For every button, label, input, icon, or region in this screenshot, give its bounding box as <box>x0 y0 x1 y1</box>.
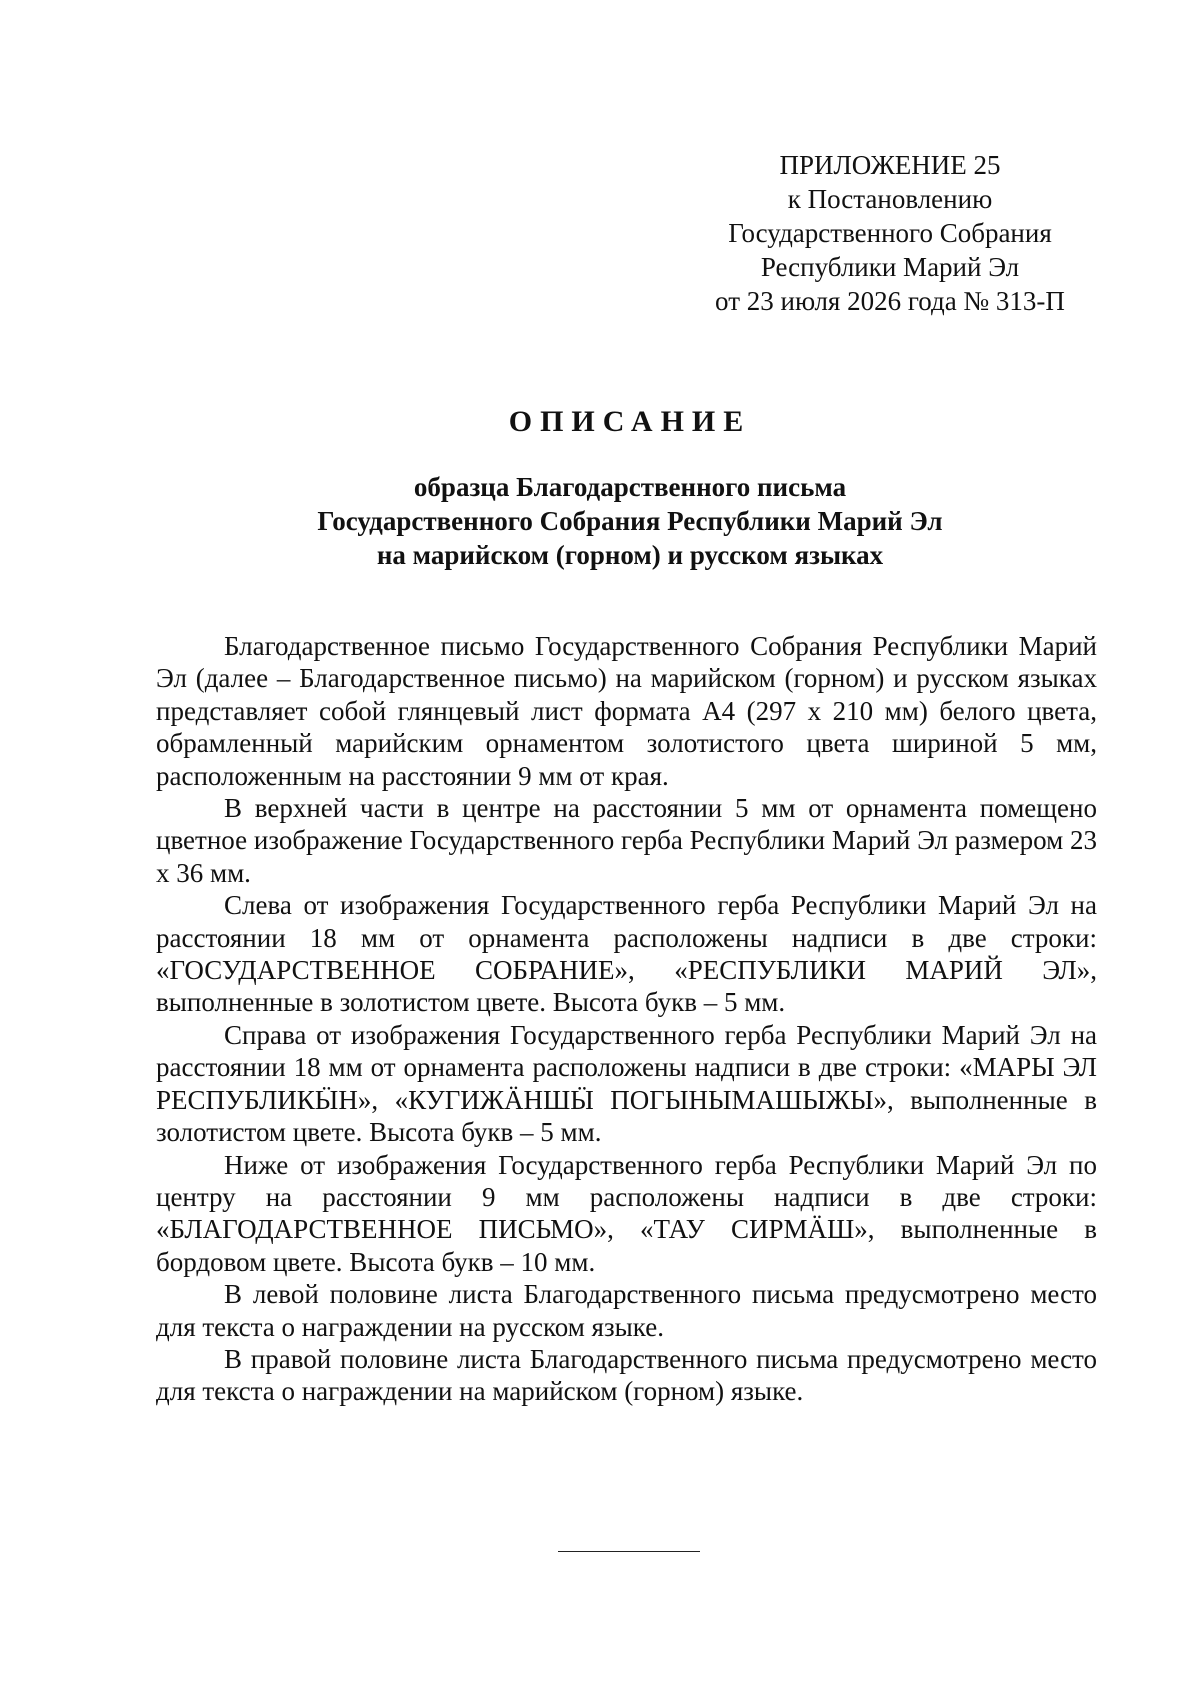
body-paragraph: Справа от изображения Государственного герба Республики Марий Эл на расстоянии 18 мм от орнамента расположены надписи в две строки: «МАРЫ ЭЛ РЕСПУБЛИКӸН», «КУГИЖӒНШӸ ПОГЫНЫМАШЫЖЫ», выполненные в золотистом цвете. Высота букв – 5 мм. <box>156 1019 1097 1148</box>
body-paragraph: Ниже от изображения Государственного герба Республики Марий Эл по центру на расстоянии 9 мм расположены надписи в две строки: «БЛАГОДАРСТВЕННОЕ ПИСЬМО», «ТАУ СИРМӒШ», выполненные в бордовом цвете. Высота букв – 10 мм. <box>156 1149 1097 1277</box>
body-paragraph: В правой половине листа Благодарственного письма предусмотрено место для текста о награждении на марийском (горном) языке. <box>156 1343 1097 1407</box>
subtitle-line: на марийском (горном) и русском языках <box>376 540 884 570</box>
subtitle-line: Государственного Собрания Республики Марий Эл <box>317 506 943 536</box>
subtitle-line: образца Благодарственного письма <box>413 472 847 502</box>
appendix-republic: Республики Марий Эл <box>760 252 1020 282</box>
appendix-date-number: от 23 июля 2026 года № 313-П <box>715 286 1065 316</box>
document-title: ОПИСАНИЕ <box>508 405 752 438</box>
appendix-number: ПРИЛОЖЕНИЕ 25 <box>779 150 1001 180</box>
end-divider <box>558 1551 700 1552</box>
document-subtitle <box>270 470 990 572</box>
appendix-ref: к Постановлению <box>787 184 993 214</box>
appendix-authority: Государственного Собрания <box>728 218 1052 248</box>
body-paragraph: В левой половине листа Благодарственного письма предусмотрено место для текста о награждении на русском языке. <box>156 1279 1097 1342</box>
body-paragraph: Слева от изображения Государственного герба Республики Марий Эл на расстоянии 18 мм от орнамента расположены надписи в две строки: «ГОСУДАРСТВЕННОЕ СОБРАНИЕ», «РЕСПУБЛИКИ МАРИЙ ЭЛ», выполненные в золотистом цвете. Высота букв – 5 мм. <box>156 890 1097 1018</box>
appendix-header <box>700 148 1080 318</box>
body-paragraph: В верхней части в центре на расстоянии 5 мм от орнамента помещено цветное изображение Государственного герба Республики Марий Эл размером 23 х 36 мм. <box>156 793 1097 888</box>
document-body <box>156 630 1097 1408</box>
body-paragraph: Благодарственное письмо Государственного Собрания Республики Марий Эл (далее – Благодарственное письмо) на марийском (горном) и русском языках представляет собой глянцевый лист формата А4 (297 х 210 мм) белого цвета, обрамленный марийским орнаментом золотистого цвета шириной 5 мм, расположенным на расстоянии 9 мм от края. <box>156 631 1097 791</box>
